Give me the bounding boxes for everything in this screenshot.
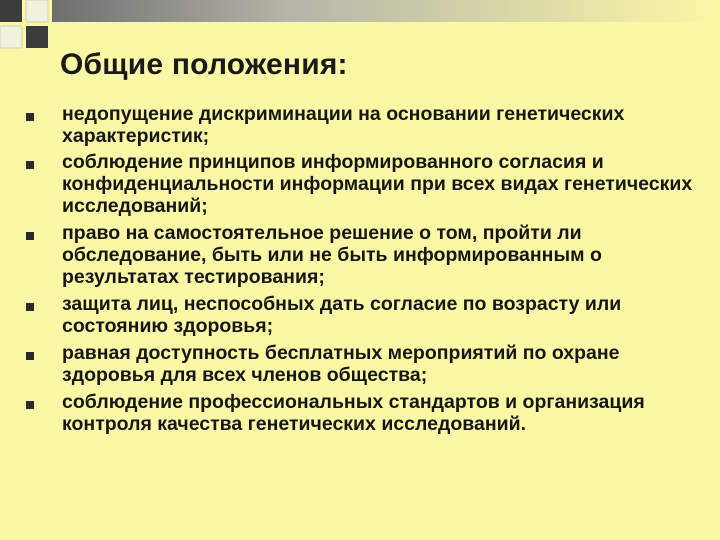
- list-item-text: недопущение дискриминации на основании генетических характеристик;: [62, 103, 625, 147]
- square-bullet-icon: [26, 401, 34, 409]
- square-bullet-icon: [26, 113, 34, 121]
- square-bullet-icon: [26, 232, 34, 240]
- list-item: [22, 342, 712, 386]
- list-item: [22, 293, 712, 337]
- square-bullet-icon: [26, 352, 34, 360]
- square-bullet-icon: [26, 303, 34, 311]
- list-item-text: соблюдение принципов информированного согласия и конфиденциальности информации при всех видах генетических исследований;: [62, 151, 693, 217]
- deco-square-light-2: [0, 26, 22, 48]
- deco-square-dark-2: [26, 26, 48, 48]
- list-item-text: равная доступность бесплатных мероприятий по охране здоровья для всех членов общества;: [62, 342, 620, 386]
- list-item: [22, 222, 712, 288]
- list-item: [22, 103, 712, 147]
- deco-square-dark-1: [0, 0, 22, 22]
- list-item-text: соблюдение профессиональных стандартов и организация контроля качества генетических исследований.: [62, 391, 645, 435]
- list-item: [22, 151, 712, 217]
- list-item-text: право на самостоятельное решение о том, пройти ли обследование, быть или не быть информированным о результатах тестирования;: [62, 222, 602, 288]
- square-bullet-icon: [26, 161, 34, 169]
- list-item-text: защита лиц, неспособных дать согласие по возрасту или состоянию здоровья;: [62, 293, 622, 337]
- slide-title: Общие положения:: [60, 48, 348, 81]
- header-gradient-band: [52, 0, 720, 22]
- list-item: [22, 391, 712, 435]
- deco-square-light-1: [26, 0, 48, 22]
- bullet-list: [22, 103, 712, 435]
